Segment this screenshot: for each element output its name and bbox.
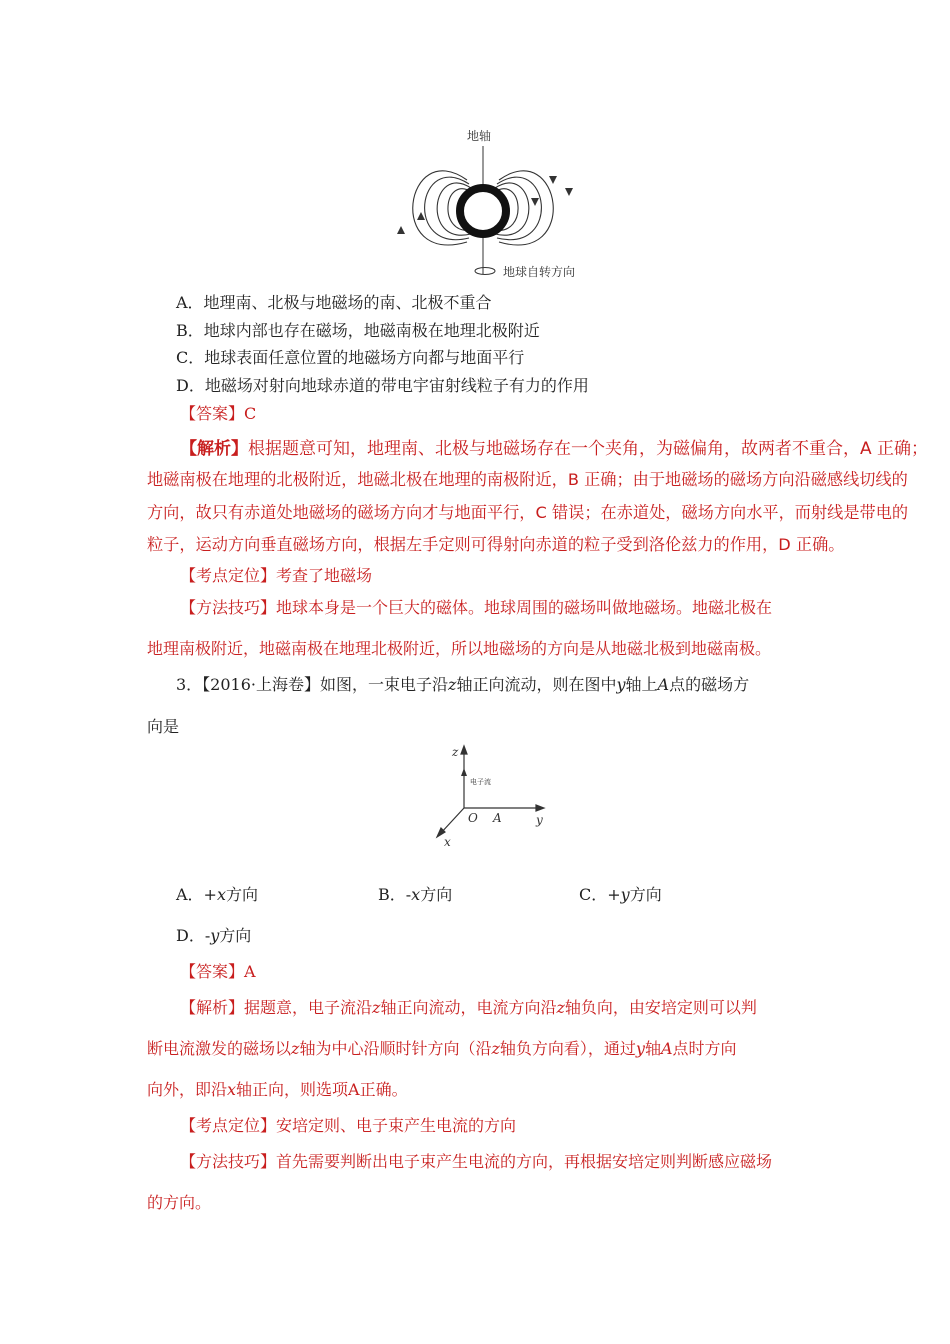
q2-analysis-line-2: 地磁南极在地理的北极附近，地磁北极在地理的南极附近，B 正确；由于地磁场的磁场方向沿磁感线切线的 <box>147 470 908 489</box>
q3-option-b-var: x <box>411 885 421 904</box>
q3-option-c-prefix: C．+ <box>579 885 621 904</box>
q2-option-a: A．地理南、北极与地磁场的南、北极不重合 <box>176 293 492 312</box>
q3-analysis-2-z2: z <box>491 1039 500 1058</box>
q2-point-tag: 【考点定位】 <box>180 566 277 585</box>
q3-stem-y: y <box>616 675 626 694</box>
q3-analysis-1-z2: z <box>556 998 565 1017</box>
q3-point <box>180 1113 516 1136</box>
coordinate-axes-figure <box>430 742 555 852</box>
q3-option-d-suffix: 方向 <box>219 926 252 945</box>
earth-axis-label: 地轴 <box>467 129 492 143</box>
q2-analysis-line-1 <box>180 434 928 459</box>
q3-analysis-1b: 轴正向流动，电流方向沿 <box>380 998 557 1017</box>
q3-stem-text-4: 点的磁场方 <box>669 675 750 694</box>
q3-option-a <box>176 882 258 905</box>
q3-analysis-2a: 断电流激发的磁场以 <box>147 1039 292 1058</box>
rotation-direction-label: 地球自转方向 <box>503 265 576 279</box>
q3-method-line-1 <box>180 1149 772 1172</box>
q3-analysis-3-x: x <box>227 1080 237 1099</box>
q3-option-c <box>579 882 662 905</box>
q3-stem-line-1 <box>176 672 749 695</box>
q3-analysis-line-1 <box>180 995 757 1018</box>
q2-analysis-line-4: 粒子，运动方向垂直磁场方向，根据左手定则可得射向赤道的粒子受到洛伦兹力的作用，D 正确。 <box>147 535 845 554</box>
point-a-label: A <box>493 811 502 825</box>
q3-analysis-2b: 轴为中心沿顺时针方向（沿 <box>299 1039 492 1058</box>
q3-option-b-prefix: B．- <box>378 885 412 904</box>
q2-answer-value: C <box>244 404 257 423</box>
q3-analysis-line-3 <box>147 1077 408 1100</box>
q3-option-a-var: x <box>216 885 226 904</box>
q3-option-b-suffix: 方向 <box>420 885 453 904</box>
q2-method-line-1 <box>180 595 772 618</box>
q3-option-c-var: y <box>620 885 630 904</box>
q3-option-d-prefix: D．- <box>176 926 211 945</box>
q2-point-text: 考查了地磁场 <box>276 566 373 585</box>
q3-analysis-2-a: A <box>660 1039 673 1058</box>
q3-option-a-prefix: A．+ <box>176 885 217 904</box>
q3-analysis-2c: 轴负方向看），通过 <box>499 1039 636 1058</box>
axis-y-label: y <box>536 813 543 827</box>
q2-point <box>180 563 372 586</box>
q3-analysis-1c: 轴负向，由安培定则可以判 <box>564 998 757 1017</box>
q2-option-c: C．地球表面任意位置的地磁场方向都与地面平行 <box>176 348 525 367</box>
q3-answer-tag: 【答案】 <box>180 962 245 981</box>
q2-method-text-1: 地球本身是一个巨大的磁体。地球周围的磁场叫做地磁场。地磁北极在 <box>276 598 773 617</box>
q3-stem-line-2: 向是 <box>147 717 180 736</box>
q3-stem-text-2: 轴正向流动，则在图中 <box>456 675 617 694</box>
q2-method-line-2: 地理南极附近，地磁南极在地理北极附近，所以地磁场的方向是从地磁北极到地磁南极。 <box>147 639 772 658</box>
q3-analysis-3b: 轴正向，则选项A正确。 <box>236 1080 408 1099</box>
q3-stem-text-1: 3．【2016·上海卷】如图，一束电子沿 <box>176 675 448 694</box>
q3-stem-a: A <box>657 675 670 694</box>
q3-analysis-2d: 轴 <box>644 1039 661 1058</box>
q3-answer-value: A <box>244 962 256 981</box>
q3-analysis-tag: 【解析】 <box>180 998 245 1017</box>
q2-answer <box>180 401 256 424</box>
axis-x-label: x <box>444 835 451 849</box>
q3-stem-z: z <box>448 675 457 694</box>
q3-option-b <box>378 882 452 905</box>
electron-beam-label: 电子流 <box>470 778 491 786</box>
q3-option-c-suffix: 方向 <box>629 885 662 904</box>
q3-analysis-3a: 向外，即沿 <box>147 1080 228 1099</box>
q2-option-d: D．地磁场对射向地球赤道的带电宇宙射线粒子有力的作用 <box>176 376 589 395</box>
q3-method-line-2: 的方向。 <box>147 1193 212 1212</box>
origin-o-label: O <box>468 811 478 825</box>
q2-method-tag: 【方法技巧】 <box>180 598 277 617</box>
q3-analysis-line-2 <box>147 1036 737 1059</box>
q3-point-tag: 【考点定位】 <box>180 1116 277 1135</box>
q3-option-a-suffix: 方向 <box>226 885 259 904</box>
q3-stem-text-3: 轴上 <box>625 675 658 694</box>
q3-analysis-2-y: y <box>635 1039 645 1058</box>
q3-point-text: 安培定则、电子束产生电流的方向 <box>276 1116 517 1135</box>
q3-method-tag: 【方法技巧】 <box>180 1152 277 1171</box>
earth-magnetic-field-figure <box>395 126 585 282</box>
q2-option-b: B．地球内部也存在磁场，地磁南极在地理北极附近 <box>176 321 540 340</box>
q2-analysis-text-1: 根据题意可知，地理南、北极与地磁场存在一个夹角，为磁偏角，故两者不重合，A 正确； <box>248 439 929 459</box>
q3-analysis-1a: 据题意，电子流沿 <box>244 998 373 1017</box>
q2-analysis-line-3: 方向，故只有赤道处地磁场的磁场方向才与地面平行，C 错误；在赤道处，磁场方向水平，而射线是带电的 <box>147 503 909 522</box>
q3-answer <box>180 959 256 982</box>
q3-method-text-1: 首先需要判断出电子束产生电流的方向，再根据安培定则判断感应磁场 <box>276 1152 773 1171</box>
q3-option-d-var: y <box>210 926 220 945</box>
q3-analysis-2e: 点时方向 <box>672 1039 737 1058</box>
q3-analysis-1-z1: z <box>372 998 381 1017</box>
q3-option-d <box>176 923 251 946</box>
q3-analysis-2-z1: z <box>291 1039 300 1058</box>
q2-analysis-tag: 【解析】 <box>180 439 248 459</box>
axis-z-label: z <box>452 745 459 759</box>
q2-answer-tag: 【答案】 <box>180 404 245 423</box>
